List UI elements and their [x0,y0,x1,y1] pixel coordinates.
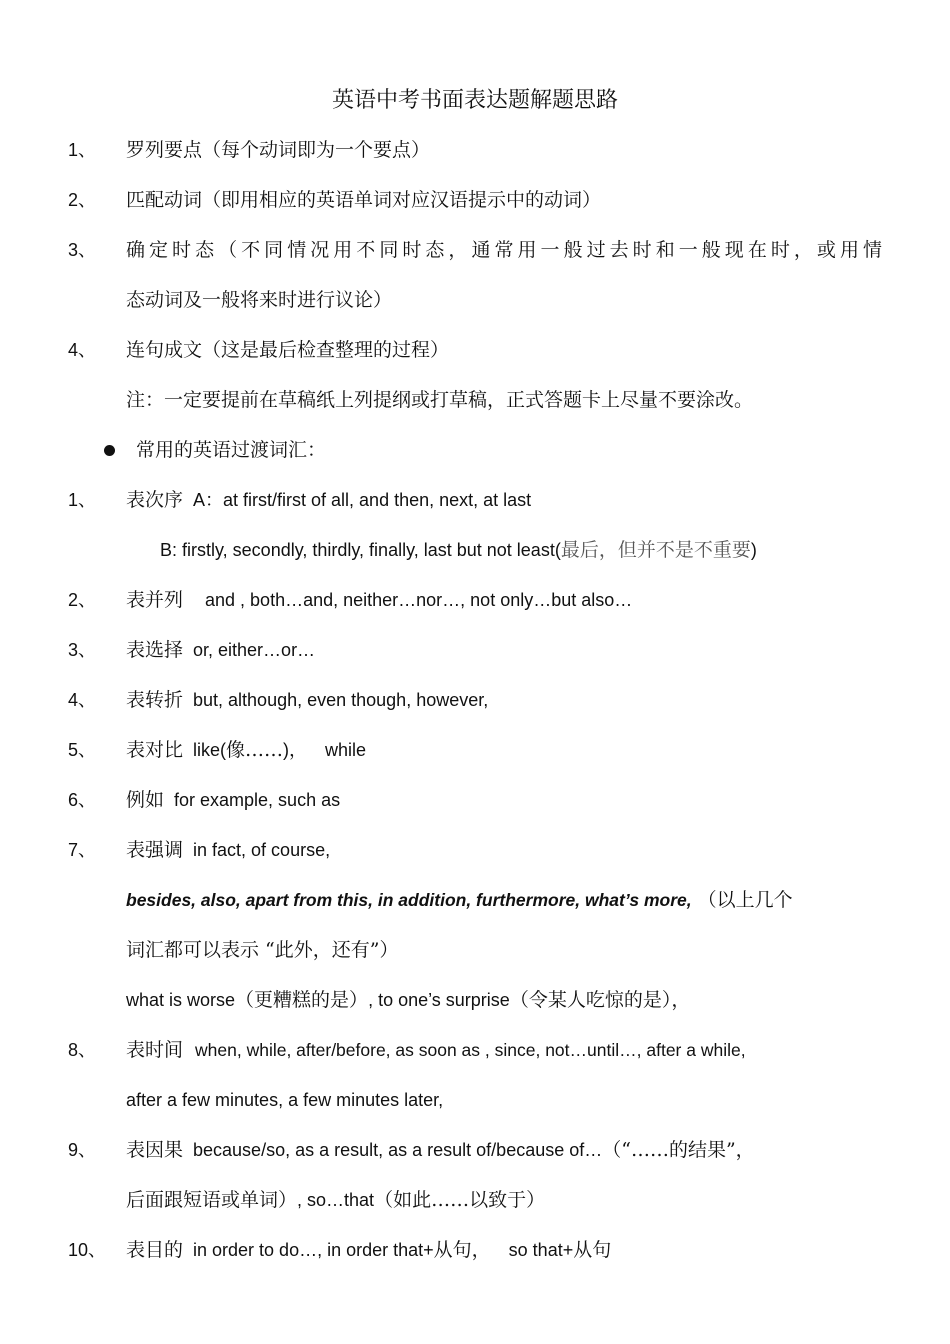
vocab-words: or, either…or… [193,640,316,660]
vocab-words: and , both…and, neither…nor…, not only…but also… [205,590,633,610]
vocab-6 [0,786,950,836]
step-number: 2、 [68,190,97,210]
vocab-number: 7、 [68,840,97,860]
step-number: 3、 [68,240,97,260]
vocab-words: like( [193,740,227,760]
step-number: 4、 [68,340,97,360]
vocab-label: 表时间 [126,1039,184,1061]
step-number: 1、 [68,140,97,160]
vocab-1 [0,486,950,536]
vocab-note: （以上几个 [697,889,793,911]
vocab-words: , to one’s surprise [368,990,510,1010]
step-text-continued: 态动词及一般将来时进行议论） [126,289,393,311]
bullet-icon [104,445,115,456]
vocab-label: 表次序 [126,489,184,511]
vocab-number: 10、 [68,1240,107,1260]
step-text: 确定时态（不同情况用不同时态，通常用一般过去时和一般现在时，或用情 [126,239,882,261]
vocab-8-continued [0,1086,950,1136]
vocab-number: 6、 [68,790,97,810]
vocab-number: 1、 [68,490,97,510]
vocab-words: so that+ [508,1240,574,1260]
vocab-paren: )， [283,740,308,760]
vocab-words: in order to do…, in order that+ [193,1240,434,1260]
vocab-label: 例如 [126,789,165,811]
vocab-note: 最后，但并不是不重要 [560,539,751,561]
vocab-number: 8、 [68,1040,97,1060]
vocab-words: while [325,740,367,760]
vocab-3 [0,636,950,686]
bullet-heading-line [0,436,950,486]
vocab-9 [0,1136,950,1186]
note-line [0,386,950,436]
vocab-paren: ) [750,540,757,560]
vocab-words: in fact, of course, [193,840,331,860]
vocab-note-continued: 词汇都可以表示 “此外，还有”） [126,939,399,961]
vocab-bold-words: besides, also, apart from this, in addition, furthermore, what’s more, [126,890,692,910]
vocab-note: 从句 [573,1239,612,1261]
vocab-5 [0,736,950,786]
vocab-number: 9、 [68,1140,97,1160]
vocab-note: 从句， [433,1239,491,1261]
page-title: 英语中考书面表达题解题思路 [331,88,618,113]
step-3 [0,236,950,286]
vocab-7-bold-continued [0,936,950,986]
vocab-7 [0,836,950,886]
vocab-7-bold-line [0,886,950,936]
vocab-note: （更糟糕的是） [235,989,369,1011]
vocab-label: 表选择 [126,639,184,661]
vocab-label: 表强调 [126,839,184,861]
vocab-1-b [0,536,950,586]
note-text: 注：一定要提前在草稿纸上列提纲或打草稿，正式答题卡上尽量不要涂改。 [126,389,754,411]
vocab-note: （“……的结果”， [602,1139,755,1161]
vocab-label: 表转折 [126,689,184,711]
vocab-number: 4、 [68,690,97,710]
vocab-10 [0,1236,950,1286]
vocab-9-continued [0,1186,950,1236]
vocab-words: because/so, as a result, as a result of/because of… [193,1140,603,1160]
vocab-words: when, while, after/before, as soon as , since, not…until…, after a while, [195,1040,746,1060]
vocab-4 [0,686,950,736]
bullet-heading: 常用的英语过渡词汇： [136,439,327,461]
vocab-words: but, although, even though, however, [193,690,489,710]
vocab-label: 表目的 [126,1239,184,1261]
vocab-number: 2、 [68,590,97,610]
step-4 [0,336,950,386]
vocab-words: what is worse [126,990,236,1010]
vocab-words: , so…that [297,1190,375,1210]
vocab-note: （令某人吃惊的是）， [509,989,691,1011]
vocab-note: （如此……以致于） [374,1189,546,1211]
vocab-7-worse-line [0,986,950,1036]
step-text: 罗列要点（每个动词即为一个要点） [126,139,431,161]
step-1 [0,136,950,186]
vocab-number: 3、 [68,640,97,660]
vocab-2 [0,586,950,636]
vocab-number: 5、 [68,740,97,760]
vocab-words: A：at first/first of all, and then, next, at last [193,490,532,510]
step-text: 匹配动词（即用相应的英语单词对应汉语提示中的动词） [126,189,602,211]
vocab-note: 后面跟短语或单词） [126,1189,298,1211]
vocab-words: for example, such as [174,790,341,810]
vocab-label: 表对比 [126,739,184,761]
step-3-continued [0,286,950,336]
vocab-words: B: firstly, secondly, thirdly, finally, last but not least( [160,540,561,560]
vocab-label: 表因果 [126,1139,184,1161]
step-2 [0,186,950,236]
vocab-label: 表并列 [126,589,184,611]
vocab-8 [0,1036,950,1086]
step-text: 连句成文（这是最后检查整理的过程） [126,339,450,361]
vocab-note: 像…… [226,739,284,761]
vocab-words-continued: after a few minutes, a few minutes later, [126,1090,444,1110]
